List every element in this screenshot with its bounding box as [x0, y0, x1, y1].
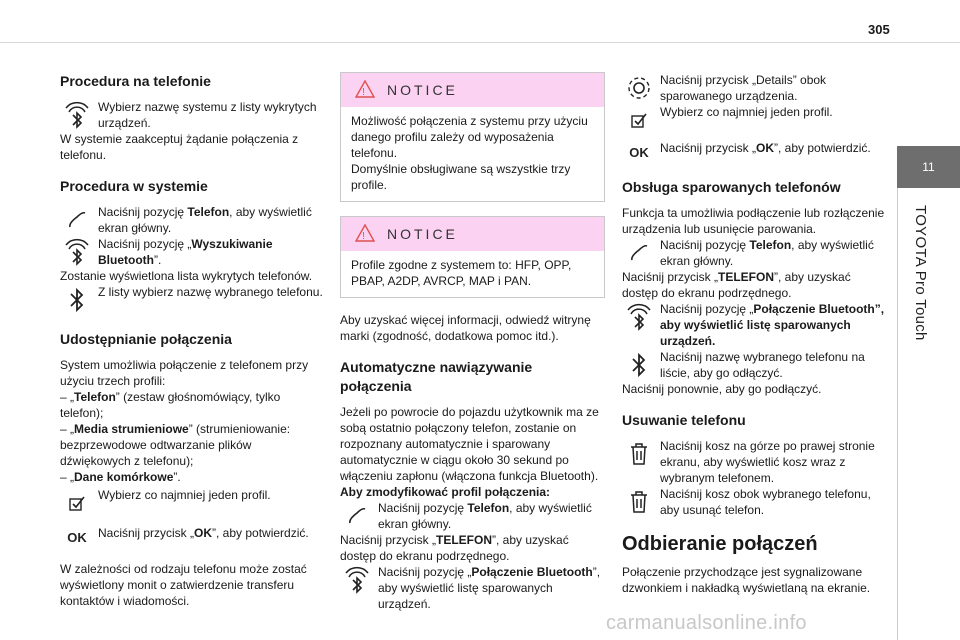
- section-title: Usuwanie telefonu: [622, 412, 746, 428]
- trash-icon: [622, 438, 656, 470]
- svg-text:!: !: [362, 86, 368, 98]
- bluetooth-search-icon: [60, 99, 94, 131]
- step-text: Naciśnij nazwę wybranego telefonu na liście, aby go odłączyć.: [660, 350, 865, 380]
- step-text: Z listy wybierz nazwę wybranego telefonu.: [98, 285, 323, 299]
- section-system-procedure: [60, 177, 325, 316]
- section-paired-phones: [622, 178, 887, 397]
- paragraph: W zależności od rodzaju telefonu może zostać wyświetlony monit o zatwierdzenie transferu kontaktów i wiadomości.: [60, 562, 307, 608]
- step-text: Naciśnij przycisk „OK”, aby potwierdzić.: [660, 141, 871, 155]
- phone-handset-icon: [622, 237, 656, 269]
- column-3: [622, 72, 887, 596]
- step: [622, 72, 887, 104]
- svg-text:!: !: [362, 230, 368, 242]
- paragraph: Profile zgodne z systemem to: HFP, OPP, PBAP, A2DP, AVRCP, MAP i PAN.: [351, 258, 572, 288]
- step: [622, 104, 887, 136]
- trash-icon: [622, 486, 656, 518]
- paragraph: Domyślnie obsługiwane są wszystkie trzy profile.: [351, 162, 571, 192]
- step-text: Naciśnij pozycję Telefon, aby wyświetlić ekran główny.: [378, 501, 592, 531]
- section-title: Obsługa sparowanych telefonów: [622, 179, 841, 195]
- step-text: Naciśnij kosz na górze po prawej stronie ekranu, aby wyświetlić kosz wraz z wybranym telefonem.: [660, 439, 875, 485]
- warning-icon: [355, 224, 375, 245]
- section-title: Udostępnianie połączenia: [60, 331, 232, 347]
- warning-icon: [355, 80, 375, 101]
- step: [340, 500, 605, 532]
- paragraph: System umożliwia połączenie z telefonem przy użyciu trzech profili:: [60, 358, 309, 388]
- notice-box: [340, 72, 605, 202]
- list-item: – „Media strumieniowe” (strumieniowanie: bezprzewodowe odtwarzanie plików dźwiękowych z telefonu);: [60, 422, 291, 468]
- step-text: Wybierz co najmniej jeden profil.: [98, 488, 271, 502]
- step: [60, 236, 325, 268]
- section-receiving-calls: [622, 532, 887, 596]
- bluetooth-search-icon: [60, 236, 94, 268]
- bluetooth-icon: [622, 349, 656, 381]
- list-item: – „Telefon” (zestaw głośnomówiący, tylko telefon);: [60, 390, 281, 420]
- step: [622, 486, 887, 518]
- paragraph: Funkcja ta umożliwia podłączenie lub rozłączenie urządzenia lub usunięcie parowania.: [622, 206, 885, 236]
- paragraph: Możliwość połączenia z systemu przy użyciu danego profilu zależy od wyposażenia telefonu.: [351, 114, 588, 160]
- step-text: Naciśnij pozycję Telefon, aby wyświetlić ekran główny.: [98, 205, 312, 235]
- paragraph: Aby uzyskać więcej informacji, odwiedź witrynę marki (zgodność, dodatkowa pomoc itd.).: [340, 313, 591, 343]
- section-title: Procedura na telefonie: [60, 73, 211, 89]
- ok-icon: OK: [67, 530, 87, 545]
- column-2: [340, 72, 605, 626]
- paragraph: Zostanie wyświetlona lista wykrytych telefonów.: [60, 269, 313, 283]
- paragraph: Naciśnij przycisk „TELEFON”, aby uzyskać dostęp do ekranu podrzędnego.: [622, 270, 851, 300]
- step: [622, 140, 887, 166]
- step: [622, 301, 887, 349]
- section-title: Procedura w systemie: [60, 178, 208, 194]
- page-number: 305: [868, 22, 890, 37]
- paragraph: W systemie zaakceptuj żądanie połączenia z telefonu.: [60, 132, 299, 162]
- bluetooth-search-icon: [340, 564, 374, 596]
- chapter-title: TOYOTA Pro Touch: [912, 205, 929, 341]
- step: [60, 487, 325, 519]
- section-title: Odbieranie połączeń: [622, 533, 818, 555]
- step: [60, 284, 325, 316]
- notice-body: [341, 107, 604, 201]
- column-1: [60, 72, 325, 623]
- step-text: Naciśnij przycisk „Details” obok sparowanego urządzenia.: [660, 73, 827, 103]
- section-phone-procedure: [60, 72, 325, 163]
- step: [622, 237, 887, 269]
- step-text: Wybierz nazwę systemu z listy wykrytych urządzeń.: [98, 100, 317, 130]
- checkbox-icon: [622, 104, 656, 136]
- notice-label: NOTICE: [387, 226, 458, 242]
- step: [60, 525, 325, 551]
- settings-gear-icon: [622, 72, 656, 104]
- notice-body: [341, 251, 604, 297]
- ok-icon: OK: [629, 145, 649, 160]
- paragraph: Aby zmodyfikować profil połączenia:: [340, 485, 551, 499]
- phone-handset-icon: [340, 500, 374, 532]
- section-delete-phone: [622, 411, 887, 518]
- header-divider: [0, 42, 960, 43]
- notice-header: [341, 217, 604, 251]
- list-item: – „Dane komórkowe”.: [60, 470, 181, 484]
- notice-box: [340, 216, 605, 298]
- step-text: Naciśnij pozycję Telefon, aby wyświetlić ekran główny.: [660, 238, 874, 268]
- step-text: Naciśnij pozycję „Połączenie Bluetooth”, aby wyświetlić listę sparowanych urządzeń.: [378, 565, 601, 611]
- paragraph: Naciśnij ponownie, aby go podłączyć.: [622, 382, 822, 396]
- paragraph: Naciśnij przycisk „TELEFON”, aby uzyskać dostęp do ekranu podrzędnego.: [340, 533, 569, 563]
- step: [622, 349, 887, 381]
- chapter-tab: 11: [897, 146, 960, 188]
- notice-label: NOTICE: [387, 82, 458, 98]
- paragraph: Jeżeli po powrocie do pojazdu użytkownik ma ze sobą ostatnio połączony telefon, zostanie on rozpoznany automatycznie i sparowany automatycznie w ciągu około 30 sekund po włączeniu zapłonu (włączona funkcja Bluetooth).: [340, 405, 599, 483]
- step-text: Naciśnij kosz obok wybranego telefonu, aby usunąć telefon.: [660, 487, 871, 517]
- step-text: Naciśnij pozycję „Wyszukiwanie Bluetooth”.: [98, 237, 273, 267]
- checkbox-icon: [60, 487, 94, 519]
- step-text: Naciśnij przycisk „OK”, aby potwierdzić.: [98, 526, 309, 540]
- step-text: Wybierz co najmniej jeden profil.: [660, 105, 833, 119]
- step-text: Naciśnij pozycję „Połączenie Bluetooth”, aby wyświetlić listę sparowanych urządzeń.: [660, 302, 885, 348]
- bluetooth-search-icon: [622, 301, 656, 333]
- section-title: Automatyczne nawiązywanie połączenia: [340, 359, 533, 394]
- step: [622, 438, 887, 486]
- section-auto-connect: [340, 358, 605, 612]
- notice-header: [341, 73, 604, 107]
- step: [60, 204, 325, 236]
- step: [340, 564, 605, 612]
- step: [60, 99, 325, 131]
- bluetooth-icon: [60, 284, 94, 316]
- watermark: carmanualsonline.info: [606, 612, 807, 634]
- section-sharing: [60, 330, 325, 609]
- phone-handset-icon: [60, 204, 94, 236]
- paragraph: Połączenie przychodzące jest sygnalizowane dzwonkiem i nakładką wyświetlaną na ekranie.: [622, 565, 871, 595]
